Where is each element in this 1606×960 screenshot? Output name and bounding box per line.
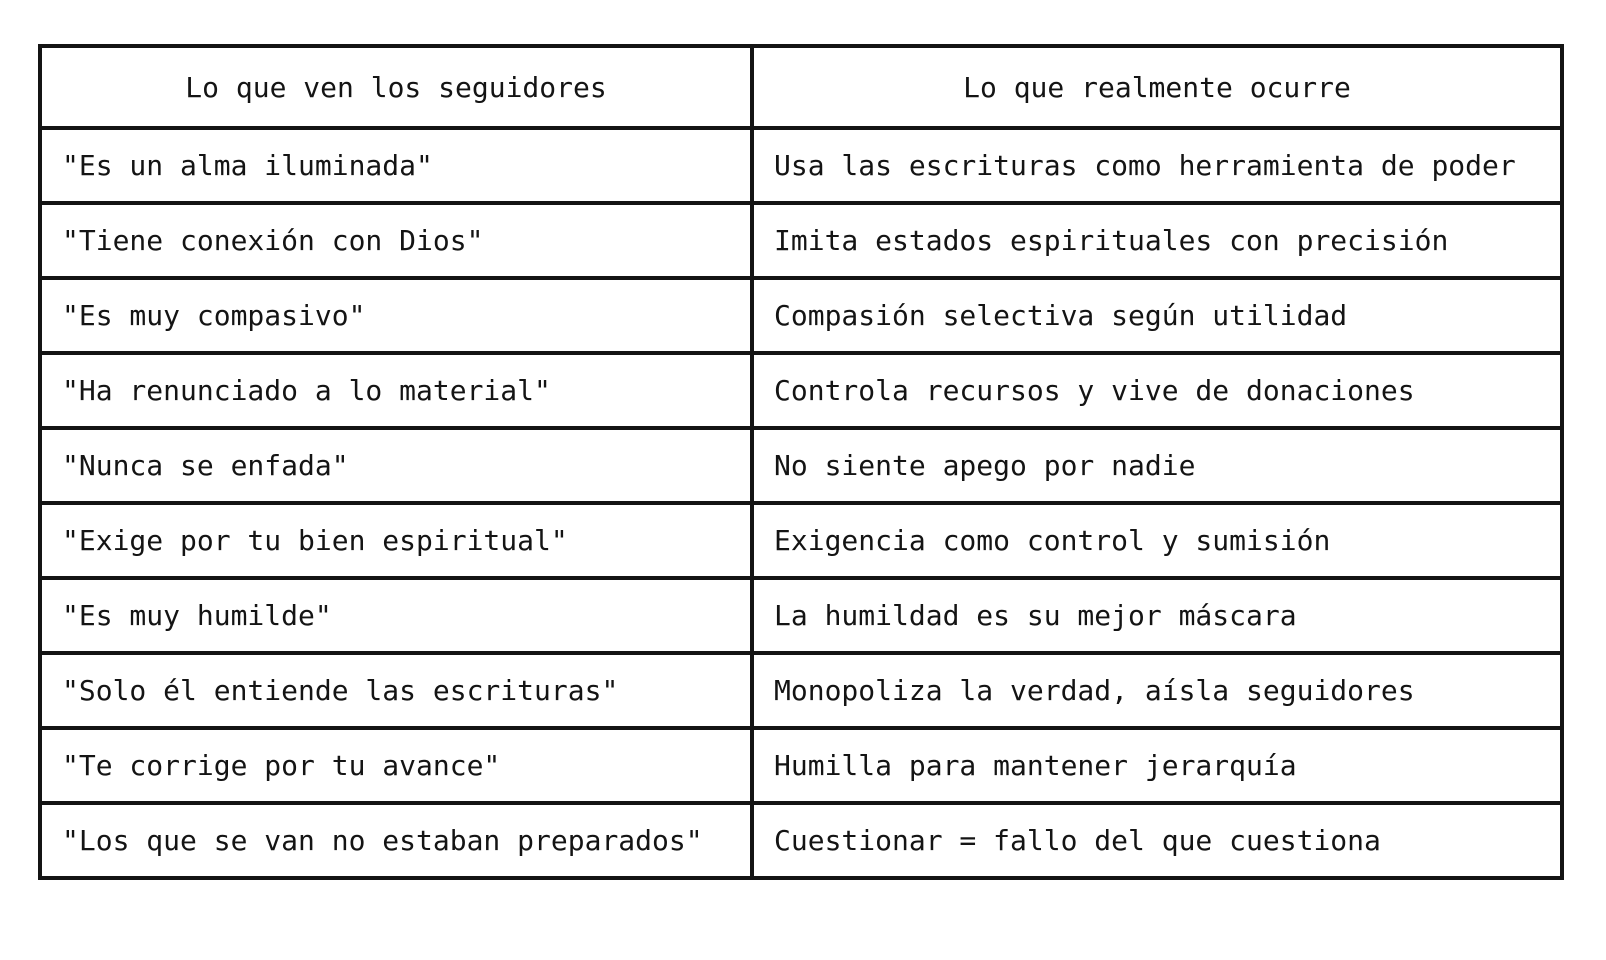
- column-header-followers-view: Lo que ven los seguidores: [40, 46, 752, 128]
- cell-followers-view: "Es un alma iluminada": [40, 128, 752, 203]
- table-figure: [38, 44, 1564, 880]
- cell-reality: Monopoliza la verdad, aísla seguidores: [752, 653, 1562, 728]
- table-row: [40, 428, 1562, 503]
- cell-reality: No siente apego por nadie: [752, 428, 1562, 503]
- comparison-table: [38, 44, 1564, 880]
- cell-followers-view: "Es muy humilde": [40, 578, 752, 653]
- cell-followers-view: "Ha renunciado a lo material": [40, 353, 752, 428]
- table-row: [40, 728, 1562, 803]
- table-row: [40, 503, 1562, 578]
- table-row: [40, 278, 1562, 353]
- cell-reality: Exigencia como control y sumisión: [752, 503, 1562, 578]
- cell-followers-view: "Te corrige por tu avance": [40, 728, 752, 803]
- table-row: [40, 653, 1562, 728]
- cell-reality: Humilla para mantener jerarquía: [752, 728, 1562, 803]
- cell-followers-view: "Solo él entiende las escrituras": [40, 653, 752, 728]
- cell-reality: Usa las escrituras como herramienta de poder: [752, 128, 1562, 203]
- cell-reality: La humildad es su mejor máscara: [752, 578, 1562, 653]
- table-row: [40, 803, 1562, 878]
- cell-followers-view: "Nunca se enfada": [40, 428, 752, 503]
- cell-followers-view: "Exige por tu bien espiritual": [40, 503, 752, 578]
- table-row: [40, 128, 1562, 203]
- cell-reality: Controla recursos y vive de donaciones: [752, 353, 1562, 428]
- cell-reality: Imita estados espirituales con precisión: [752, 203, 1562, 278]
- cell-followers-view: "Es muy compasivo": [40, 278, 752, 353]
- table-row: [40, 203, 1562, 278]
- cell-followers-view: "Tiene conexión con Dios": [40, 203, 752, 278]
- table-row: [40, 578, 1562, 653]
- column-header-reality: Lo que realmente ocurre: [752, 46, 1562, 128]
- header-row: [40, 46, 1562, 128]
- cell-reality: Cuestionar = fallo del que cuestiona: [752, 803, 1562, 878]
- cell-reality: Compasión selectiva según utilidad: [752, 278, 1562, 353]
- table-row: [40, 353, 1562, 428]
- cell-followers-view: "Los que se van no estaban preparados": [40, 803, 752, 878]
